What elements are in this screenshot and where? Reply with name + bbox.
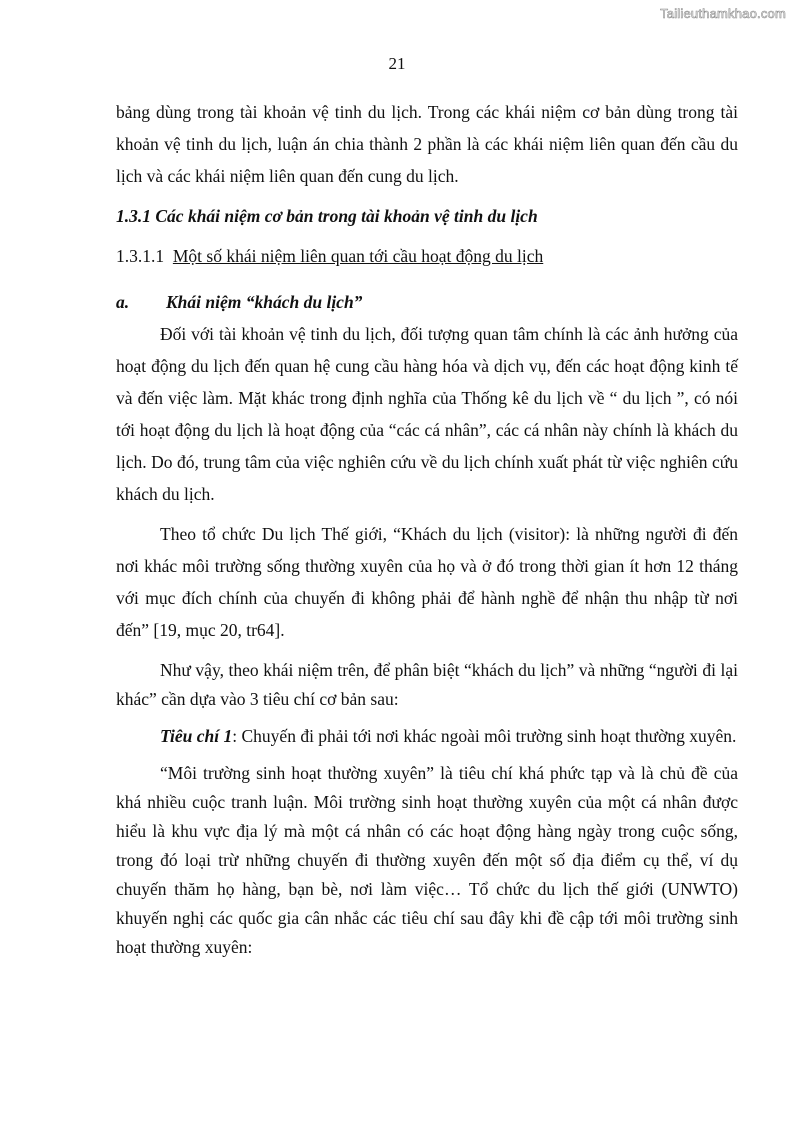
subsection-number: 1.3.1.1 xyxy=(116,246,165,266)
item-a-title: Khái niệm “khách du lịch” xyxy=(166,292,363,312)
intro-paragraph: bảng dùng trong tài khoản vệ tinh du lịch. Trong các khái niệm cơ bản dùng trong tài khoản vệ tinh du lịch, luận án chia thành 2 phần là các khái niệm liên quan đến cầu du lịch và các khái niệm liên quan đến cung du lịch. xyxy=(116,102,738,186)
paragraph-tsa-focus: Đối với tài khoản vệ tinh du lịch, đối tượng quan tâm chính là các ảnh hưởng của hoạt động du lịch đến quan hệ cung cầu hàng hóa và dịch vụ, đến các hoạt động kinh tế và đến việc làm. Mặt khác trong định nghĩa của Thống kê du lịch về “ du lịch ”, có nói tới hoạt động du lịch là hoạt động của “các cá nhân”, các cá nhân này chính là khách du lịch. Do đó, trung tâm của việc nghiên cứu về du lịch chính xuất phát từ việc nghiên cứu khách du lịch. xyxy=(116,324,738,504)
paragraph-usual-environment: “Môi trường sinh hoạt thường xuyên” là tiêu chí khá phức tạp và là chủ đề của khá nhiều cuộc tranh luận. Môi trường sinh hoạt thường xuyên của một cá nhân được hiểu là khu vực địa lý mà một cá nhân có các hoạt động hàng ngày trong cuộc sống, trong đó loại trừ những chuyến đi thường xuyên đến một số địa điểm cụ thể, ví dụ chuyến thăm họ hàng, bạn bè, nơi làm việc… Tổ chức du lịch thế giới (UNWTO) khuyến nghị các quốc gia cân nhắc các tiêu chí sau đây khi đề cập tới môi trường sinh hoạt thường xuyên: xyxy=(116,763,738,957)
subsection-heading-1-3-1-1 xyxy=(116,240,738,272)
item-a-marker: a. xyxy=(116,292,130,312)
criterion-1-label: Tiêu chí 1 xyxy=(160,726,233,746)
page-number: 21 xyxy=(388,54,406,73)
watermark: Tailieuthamkhao.com xyxy=(660,6,786,21)
section-heading-1-3-1: 1.3.1 Các khái niệm cơ bản trong tài khoản vệ tinh du lịch xyxy=(116,206,538,226)
paragraph-criterion-1 xyxy=(116,722,738,751)
document-body xyxy=(116,96,738,962)
item-a-heading xyxy=(116,286,738,318)
paragraph-unwto-definition: Theo tổ chức Du lịch Thế giới, “Khách du lịch (visitor): là những người đi đến nơi khác môi trường sống thường xuyên của họ và ở đó trong thời gian ít hơn 12 tháng với mục đích chính của chuyến đi không phải để hành nghề để nhận thu nhập từ nơi đến” [19, mục 20, tr64]. xyxy=(116,524,738,640)
subsection-title: Một số khái niệm liên quan tới cầu hoạt động du lịch xyxy=(172,246,544,266)
criterion-1-text: : Chuyến đi phải tới nơi khác ngoài môi trường sinh hoạt thường xuyên. xyxy=(232,726,737,746)
paragraph-three-criteria: Như vậy, theo khái niệm trên, để phân biệt “khách du lịch” và những “người đi lại khác” cần dựa vào 3 tiêu chí cơ bản sau: xyxy=(116,660,738,709)
